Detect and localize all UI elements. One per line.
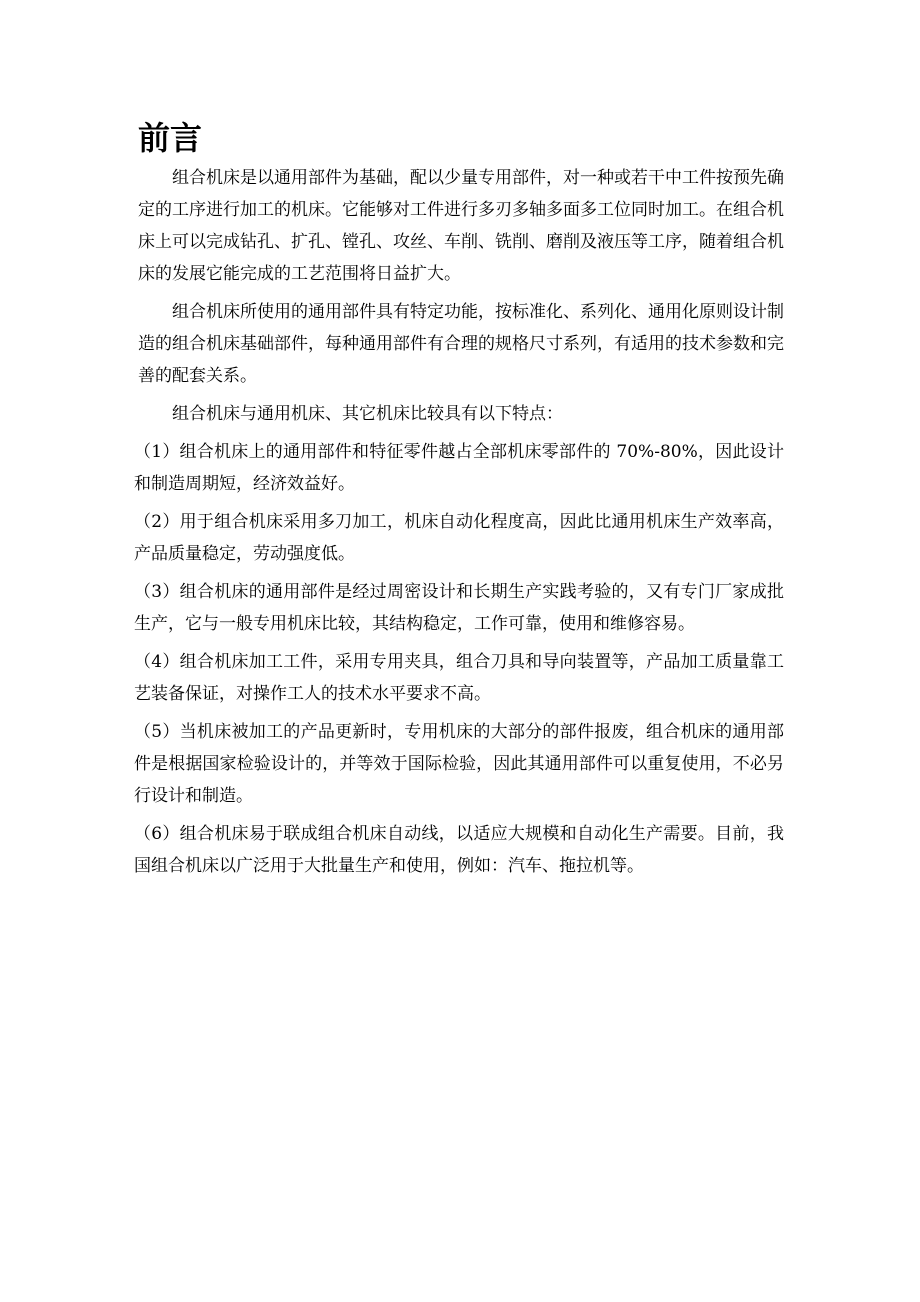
feature-item-4: （4）组合机床加工工件，采用专用夹具，组合刀具和导向装置等，产品加工质量靠工艺装备保证，对操作工人的技术水平要求不高。 (134, 652, 784, 704)
document-body (134, 116, 784, 888)
feature-item-3: （3）组合机床的通用部件是经过周密设计和长期生产实践考验的，又有专门厂家成批生产，它与一般专用机床比较，其结构稳定，工作可靠，使用和维修容易。 (134, 582, 784, 634)
feature-item-6: （6）组合机床易于联成组合机床自动线，以适应大规模和自动化生产需要。目前，我国组合机床以广泛用于大批量生产和使用，例如：汽车、拖拉机等。 (134, 824, 784, 876)
page-title: 前言 (138, 119, 203, 157)
components-paragraph: 组合机床所使用的通用部件具有特定功能，按标准化、系列化、通用化原则设计制造的组合机床基础部件，每种通用部件有合理的规格尺寸系列，有适用的技术参数和完善的配套关系。 (138, 302, 784, 386)
features-lead-paragraph: 组合机床与通用机床、其它机床比较具有以下特点： (172, 404, 563, 424)
feature-item-5: （5）当机床被加工的产品更新时，专用机床的大部分的部件报废，组合机床的通用部件是根据国家检验设计的，并等效于国际检验，因此其通用部件可以重复使用，不必另行设计和制造。 (134, 722, 784, 806)
intro-paragraph: 组合机床是以通用部件为基础，配以少量专用部件，对一种或若干中工件按预先确定的工序进行加工的机床。它能够对工件进行多刃多轴多面多工位同时加工。在组合机床上可以完成钻孔、扩孔、镗孔、攻丝、车削、铣削、磨削及液压等工序，随着组合机床的发展它能完成的工艺范围将日益扩大。 (138, 168, 784, 284)
feature-item-1: （1）组合机床上的通用部件和特征零件越占全部机床零部件的 70%-80%，因此设计和制造周期短，经济效益好。 (134, 442, 784, 494)
feature-item-2: （2）用于组合机床采用多刀加工，机床自动化程度高，因此比通用机床生产效率高，产品质量稳定，劳动强度低。 (134, 512, 784, 564)
